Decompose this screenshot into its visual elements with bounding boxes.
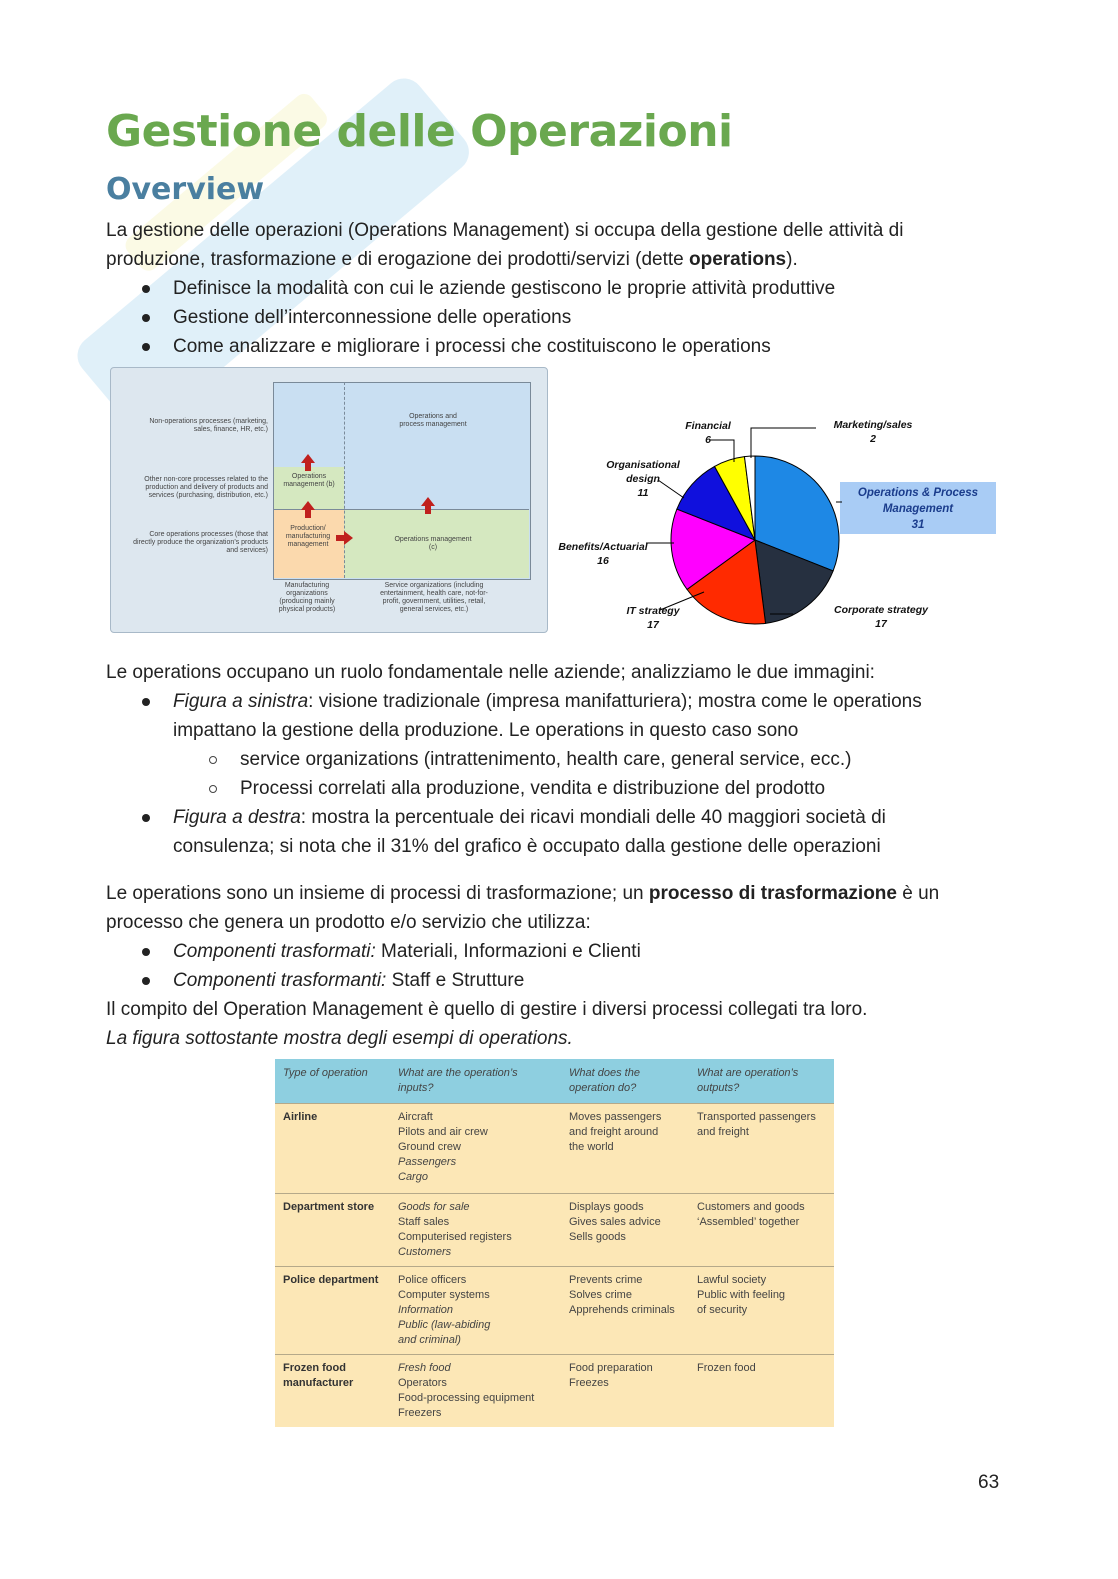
consulting-revenue-pie-chart — [548, 410, 1008, 640]
pie-value-financial: 6 — [705, 434, 711, 446]
bullet-dot — [142, 343, 150, 351]
bullet-dot — [142, 285, 150, 293]
row-label-core: Core operations processes (those that directly produce the organization’s products and services) — [133, 531, 268, 554]
pie-label-opm-2: Management — [882, 503, 954, 515]
cell-label-production: Production/ manufacturing management — [285, 525, 331, 548]
section-heading: Overview — [106, 172, 265, 207]
bullet-item: Come analizzare e migliorare i processi che costituiscono le operations — [173, 336, 771, 357]
page-title: Gestione delle Operazioni — [106, 106, 733, 157]
pie-value-orgdesign: 11 — [637, 487, 649, 499]
table-header: What does the operation do? — [561, 1059, 689, 1104]
paragraph-figure-caption: La figura sottostante mostra degli esempi di operations. — [106, 1028, 573, 1049]
paragraph-transformation-cont: processo che genera un prodotto e/o servizio che utilizza: — [106, 912, 591, 933]
cell-label-ops-mgmt-c: Operations management (c) — [394, 536, 472, 551]
table-cell-outputs: Lawful society Public with feeling of security — [689, 1267, 834, 1355]
bullet-item: Gestione dell’interconnessione delle operations — [173, 307, 572, 328]
arrow-icons — [111, 368, 547, 632]
sub-bullet-item: service organizations (intrattenimento, health care, general service, ecc.) — [240, 749, 852, 770]
bullet-left-figure-cont: impattano la gestione della produzione. Le operations in questo caso sono — [173, 720, 799, 741]
table-cell-does: Prevents crime Solves crime Apprehends criminals — [561, 1267, 689, 1355]
row-label-non-operations: Non-operations processes (marketing, sales, finance, HR, etc.) — [149, 418, 268, 433]
table-header: What are operation’s outputs? — [689, 1059, 834, 1104]
table-row — [275, 1104, 834, 1194]
bullet-transforming: Componenti trasformanti: Staff e Strutture — [173, 970, 525, 991]
col-label-service: Service organizations (including entertainment, health care, not-for-profit, government, utilities, retail, general services, etc.) — [380, 582, 488, 613]
table-cell-inputs: Aircraft Pilots and air crew Ground crew Passengers Cargo — [390, 1104, 561, 1194]
row-label-non-core: Other non-core processes related to the production and delivery of products and services (purchasing, distribution, etc.) — [144, 476, 268, 499]
bullet-right-figure: Figura a destra: mostra la percentuale dei ricavi mondiali delle 40 maggiori società di — [173, 807, 886, 828]
intro-line-2: produzione, trasformazione e di erogazione dei prodotti/servizi (dette operations). — [106, 249, 798, 270]
pie-label-benefits: Benefits/Actuarial — [558, 541, 648, 553]
bullet-dot — [142, 698, 150, 706]
bullet-dot — [142, 814, 150, 822]
pie-value-corporate: 17 — [875, 618, 887, 630]
pie-value-benefits: 16 — [597, 555, 609, 567]
bullet-dot — [142, 948, 150, 956]
table-row — [275, 1355, 834, 1428]
table-cell-does: Displays goods Gives sales advice Sells goods — [561, 1194, 689, 1267]
pie-label-it: IT strategy — [626, 605, 680, 617]
bullet-dot — [142, 314, 150, 322]
paragraph-task: Il compito del Operation Management è quello di gestire i diversi processi collegati tra loro. — [106, 999, 868, 1020]
table-cell-operation: Frozen food manufacturer — [275, 1355, 390, 1428]
pie-value-marketing: 2 — [870, 433, 876, 445]
paragraph-transformation: Le operations sono un insieme di processi di trasformazione; un processo di trasformazione è un — [106, 883, 940, 904]
table-header: Type of operation — [275, 1059, 390, 1104]
paragraph-figures: Le operations occupano un ruolo fondamentale nelle aziende; analizziamo le due immagini: — [106, 662, 875, 683]
operations-matrix-figure — [110, 367, 548, 633]
table-header-row — [275, 1059, 834, 1104]
pie-label-financial: Financial — [685, 420, 731, 432]
table-cell-operation: Airline — [275, 1104, 390, 1194]
pie-value-opm: 31 — [911, 519, 925, 531]
pie-label-orgdesign-1: Organisational — [606, 459, 680, 471]
intro-line-1: La gestione delle operazioni (Operations Management) si occupa della gestione delle attività di — [106, 220, 904, 241]
table-cell-inputs: Fresh food Operators Food-processing equipment Freezers — [390, 1355, 561, 1428]
sub-bullet-circle — [209, 785, 217, 793]
pie-slices — [671, 456, 839, 624]
table-cell-outputs: Frozen food — [689, 1355, 834, 1428]
pie-label-opm-1: Operations & Process — [857, 487, 979, 499]
table-cell-operation: Police department — [275, 1267, 390, 1355]
table-cell-does: Moves passengers and freight around the world — [561, 1104, 689, 1194]
bullet-right-figure-cont: consulenza; si nota che il 31% del grafico è occupato dalla gestione delle operazioni — [173, 836, 881, 857]
operations-examples-table — [275, 1059, 834, 1427]
table-header: What are the operation’s inputs? — [390, 1059, 561, 1104]
table-cell-operation: Department store — [275, 1194, 390, 1267]
pie-label-corporate: Corporate strategy — [834, 604, 928, 616]
pie-label-marketing: Marketing/sales — [833, 419, 913, 431]
page-number: 63 — [978, 1472, 1000, 1493]
table-cell-outputs: Customers and goods ‘Assembled’ together — [689, 1194, 834, 1267]
table-cell-inputs: Police officers Computer systems Information Public (law-abiding and criminal) — [390, 1267, 561, 1355]
bullet-transformed: Componenti trasformati: Materiali, Informazioni e Clienti — [173, 941, 641, 962]
bullet-item: Definisce la modalità con cui le aziende gestiscono le proprie attività produttive — [173, 278, 836, 299]
table-row — [275, 1194, 834, 1267]
bullet-dot — [142, 977, 150, 985]
col-label-manufacturing: Manufacturing organizations (producing mainly physical products) — [278, 582, 336, 613]
sub-bullet-circle — [209, 756, 217, 764]
cell-label-ops-mgmt-b: Operations management (b) — [283, 473, 335, 488]
sub-bullet-item: Processi correlati alla produzione, vendita e distribuzione del prodotto — [240, 778, 826, 799]
table-cell-does: Food preparation Freezes — [561, 1355, 689, 1428]
table-cell-outputs: Transported passengers and freight — [689, 1104, 834, 1194]
cell-label-opm: Operations and process management — [399, 413, 467, 428]
table-row — [275, 1267, 834, 1355]
pie-label-orgdesign-2: design — [626, 473, 660, 485]
bullet-left-figure: Figura a sinistra: visione tradizionale (impresa manifatturiera); mostra come le operations — [173, 691, 922, 712]
table-cell-inputs: Goods for sale Staff sales Computerised registers Customers — [390, 1194, 561, 1267]
pie-value-it: 17 — [647, 619, 659, 631]
